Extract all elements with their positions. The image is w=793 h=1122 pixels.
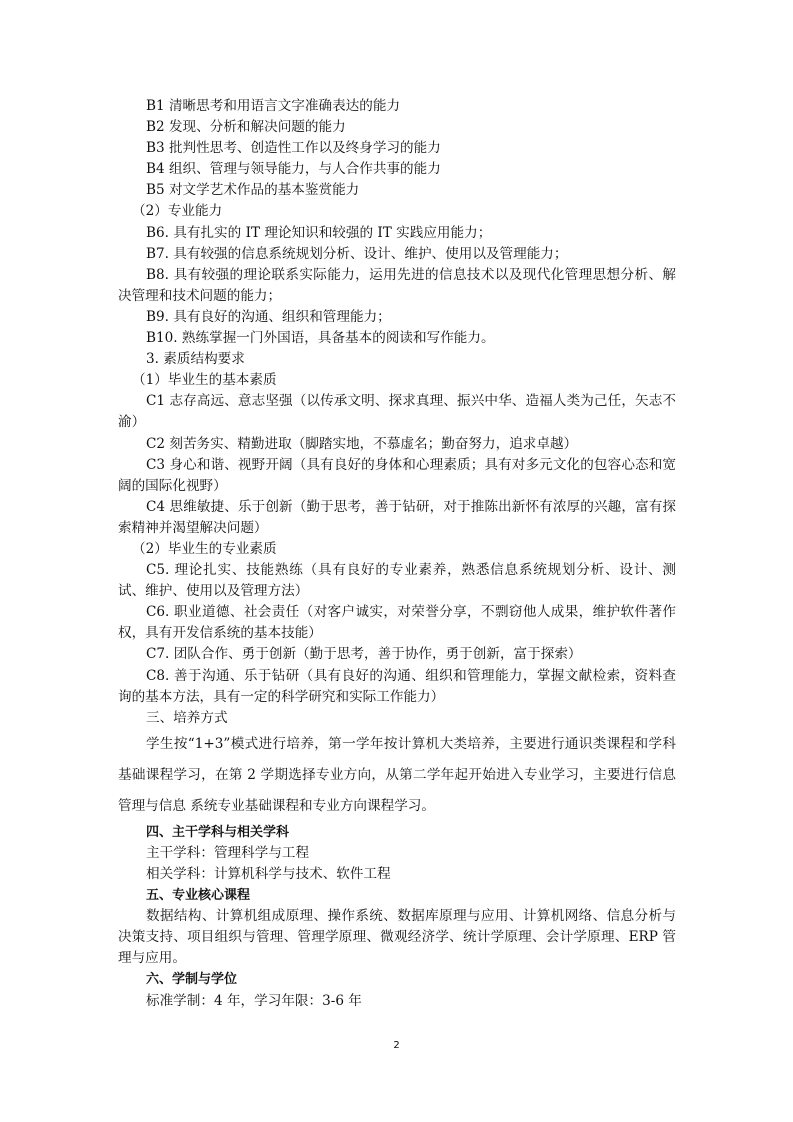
ability-item-b8: B8. 具有较强的理论联系实际能力，运用先进的信息技术以及现代化管理思想分析、解决管理和技术问题的能力； bbox=[118, 266, 676, 304]
training-heading: 三、培养方式 bbox=[146, 709, 228, 726]
document-body bbox=[118, 96, 676, 1012]
quality-item-c2: C2 刻苦务实、精勤进取（脚踏实地，不慕虚名；勤奋努力，追求卓越） bbox=[146, 435, 578, 452]
ability-item-b5: B5 对文学艺术作品的基本鉴赏能力 bbox=[146, 182, 360, 199]
quality-item-c8: C8. 善于沟通、乐于钻研（具有良好的沟通、组织和管理能力，掌握文献检索，资料查询的基本方法，具有一定的科学研究和实际工作能力） bbox=[118, 667, 676, 705]
ability-item-b6: B6. 具有扎实的 IT 理论知识和较强的 IT 实践应用能力； bbox=[146, 224, 492, 241]
page-number: 2 bbox=[393, 1040, 400, 1051]
quality-item-c5: C5. 理论扎实、技能熟练（具有良好的专业素养，熟悉信息系统规划分析、设计、测试、维护、使用以及管理方法） bbox=[118, 562, 676, 600]
ability-item-b2: B2 发现、分析和解决问题的能力 bbox=[146, 119, 346, 136]
degree-text: 标准学制：4 年，学习年限：3-6 年 bbox=[146, 992, 362, 1009]
degree-heading: 六、学制与学位 bbox=[146, 972, 238, 988]
related-discipline: 相关学科：计算机科学与技术、软件工程 bbox=[146, 866, 391, 882]
core-courses-text: 数据结构、计算机组成原理、操作系统、数据库原理与应用、计算机网络、信息分析与决策支持、项目组织与管理、管理学原理、微观经济学、统计学原理、会计学原理、ERP 管理与应用。 bbox=[118, 908, 676, 967]
quality-structure-heading: 3. 素质结构要求 bbox=[146, 351, 245, 368]
ability-item-b4: B4 组织、管理与领导能力，与人合作共事的能力 bbox=[146, 161, 441, 178]
main-discipline: 主干学科：管理科学与工程 bbox=[146, 844, 310, 861]
discipline-heading: 四、主干学科与相关学科 bbox=[146, 824, 290, 840]
ability-item-b7: B7. 具有较强的信息系统规划分析、设计、维护、使用以及管理能力； bbox=[146, 245, 568, 262]
quality-item-c1: C1 志存高远、意志坚强（以传承文明、探求真理、振兴中华、造福人类为己任，矢志不渝） bbox=[118, 393, 676, 431]
ability-item-b9: B9. 具有良好的沟通、组织和管理能力； bbox=[146, 308, 391, 325]
core-courses-heading: 五、专业核心课程 bbox=[146, 888, 251, 904]
quality-item-c3: C3 身心和谐、视野开阔（具有良好的身体和心理素质；具有对多元文化的包容心态和宽阔的国际化视野） bbox=[118, 456, 676, 494]
professional-quality-heading: （2）毕业生的专业素质 bbox=[132, 540, 277, 557]
ability-item-b10: B10. 熟练掌握一门外国语，具备基本的阅读和写作能力。 bbox=[146, 330, 495, 347]
quality-item-c4: C4 思维敏捷、乐于创新（勤于思考，善于钻研，对于推陈出新怀有浓厚的兴趣，富有探索精神并渴望解决问题） bbox=[118, 498, 676, 536]
training-text: 学生按“1+3”模式进行培养，第一学年按计算机大类培养，主要进行通识类课程和学科基础课程学习，在第 2 学期选择专业方向，从第二学年起开始进入专业学习，主要进行信息管理与信息 系统专业基础课程和专业方向课程学习。 bbox=[118, 735, 676, 814]
basic-quality-heading: （1）毕业生的基本素质 bbox=[132, 372, 277, 389]
professional-ability-heading: （2）专业能力 bbox=[132, 203, 223, 220]
quality-item-c7: C7. 团队合作、勇于创新（勤于思考，善于协作，勇于创新，富于探索） bbox=[146, 646, 582, 663]
ability-item-b3: B3 批判性思考、创造性工作以及终身学习的能力 bbox=[146, 140, 441, 157]
ability-item-b1: B1 清晰思考和用语言文字准确表达的能力 bbox=[146, 98, 401, 114]
quality-item-c6: C6. 职业道德、社会责任（对客户诚实，对荣誉分享，不剽窃他人成果，维护软件著作权，具有开发信系统的基本技能） bbox=[118, 604, 676, 642]
